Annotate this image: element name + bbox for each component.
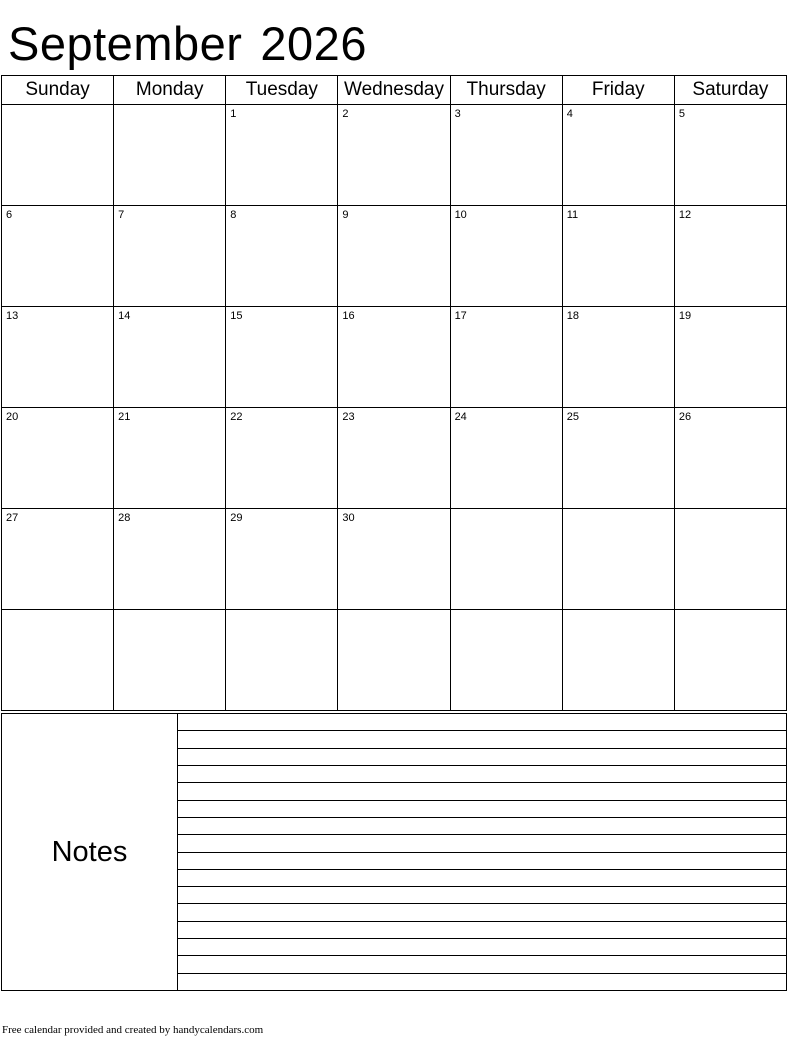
day-number xyxy=(563,509,674,513)
weekday-header-wednesday: Wednesday xyxy=(338,76,450,105)
day-number xyxy=(675,610,786,614)
page-title xyxy=(0,0,800,75)
note-line[interactable] xyxy=(178,783,786,800)
note-line[interactable] xyxy=(178,766,786,783)
notes-section xyxy=(1,713,787,991)
calendar-day-cell[interactable] xyxy=(450,105,562,206)
calendar-day-cell[interactable] xyxy=(562,307,674,408)
calendar-day-cell[interactable] xyxy=(114,206,226,307)
day-number: 8 xyxy=(230,209,237,221)
calendar-day-cell[interactable] xyxy=(562,408,674,509)
day-number xyxy=(226,610,337,614)
calendar-day-cell[interactable] xyxy=(226,509,338,610)
day-number: 30 xyxy=(342,512,355,524)
calendar-day-cell[interactable] xyxy=(450,307,562,408)
day-number: 21 xyxy=(118,411,131,423)
day-number xyxy=(2,105,113,109)
day-number xyxy=(114,105,225,109)
footer-credit: Free calendar provided and created by handycalendars.com xyxy=(2,1024,264,1036)
day-number: 26 xyxy=(678,411,692,423)
calendar-day-cell[interactable] xyxy=(674,206,786,307)
day-number xyxy=(114,610,225,614)
weekday-header-thursday: Thursday xyxy=(450,76,562,105)
note-line[interactable] xyxy=(178,887,786,904)
day-number: 7 xyxy=(118,209,125,221)
day-number: 23 xyxy=(342,411,355,423)
calendar-day-cell[interactable] xyxy=(2,408,114,509)
day-number: 28 xyxy=(118,512,131,524)
calendar-day-cell[interactable] xyxy=(114,610,226,711)
note-line[interactable] xyxy=(178,818,786,835)
calendar-month-label: September xyxy=(8,17,243,70)
calendar-day-cell[interactable] xyxy=(2,105,114,206)
weekday-header-tuesday: Tuesday xyxy=(226,76,338,105)
calendar-day-cell[interactable] xyxy=(114,509,226,610)
calendar-day-cell[interactable] xyxy=(226,105,338,206)
note-line[interactable] xyxy=(178,714,786,731)
calendar-day-cell[interactable] xyxy=(2,610,114,711)
notes-lines[interactable] xyxy=(178,714,786,990)
day-number: 6 xyxy=(6,209,13,221)
day-number xyxy=(451,509,562,513)
note-line[interactable] xyxy=(178,853,786,870)
day-number: 19 xyxy=(678,310,692,322)
day-number: 11 xyxy=(566,209,579,221)
day-number: 10 xyxy=(454,209,467,221)
calendar-day-cell[interactable] xyxy=(562,206,674,307)
calendar-day-cell[interactable] xyxy=(226,307,338,408)
note-line[interactable] xyxy=(178,974,786,990)
note-line[interactable] xyxy=(178,835,786,852)
day-number: 16 xyxy=(342,310,355,322)
day-number: 12 xyxy=(678,209,692,221)
calendar-day-cell[interactable] xyxy=(562,105,674,206)
calendar-day-cell[interactable] xyxy=(562,610,674,711)
day-number xyxy=(2,610,113,614)
weekday-header-sunday: Sunday xyxy=(2,76,114,105)
calendar-grid xyxy=(1,75,787,711)
note-line[interactable] xyxy=(178,731,786,748)
day-number: 5 xyxy=(678,108,685,120)
calendar-week-row xyxy=(2,509,787,610)
calendar-day-cell[interactable] xyxy=(338,206,450,307)
day-number: 1 xyxy=(230,108,237,120)
calendar-week-row xyxy=(2,206,787,307)
calendar-day-cell[interactable] xyxy=(674,307,786,408)
calendar-day-cell[interactable] xyxy=(338,509,450,610)
day-number: 9 xyxy=(342,209,349,221)
calendar-day-cell[interactable] xyxy=(226,206,338,307)
calendar-day-cell[interactable] xyxy=(114,105,226,206)
weekday-header-friday: Friday xyxy=(562,76,674,105)
note-line[interactable] xyxy=(178,749,786,766)
day-number: 2 xyxy=(342,108,349,120)
calendar-day-cell[interactable] xyxy=(114,307,226,408)
calendar-day-cell[interactable] xyxy=(338,307,450,408)
calendar-day-cell[interactable] xyxy=(562,509,674,610)
calendar-day-cell[interactable] xyxy=(674,610,786,711)
day-number: 3 xyxy=(454,108,461,120)
calendar-day-cell[interactable] xyxy=(226,408,338,509)
calendar-year-label: 2026 xyxy=(260,17,367,70)
note-line[interactable] xyxy=(178,956,786,973)
day-number xyxy=(451,610,562,614)
calendar-day-cell[interactable] xyxy=(338,408,450,509)
calendar-day-cell[interactable] xyxy=(2,206,114,307)
day-number: 4 xyxy=(566,108,573,120)
day-number xyxy=(563,610,674,614)
calendar-day-cell[interactable] xyxy=(674,509,786,610)
calendar-day-cell[interactable] xyxy=(2,509,114,610)
day-number: 24 xyxy=(454,411,467,423)
day-number: 14 xyxy=(118,310,131,322)
note-line[interactable] xyxy=(178,922,786,939)
calendar-week-row xyxy=(2,610,787,711)
notes-label: Notes xyxy=(2,714,178,990)
day-number: 15 xyxy=(230,310,243,322)
day-number: 18 xyxy=(566,310,579,322)
calendar-day-cell[interactable] xyxy=(674,105,786,206)
calendar-day-cell[interactable] xyxy=(674,408,786,509)
calendar-week-row xyxy=(2,307,787,408)
day-number: 29 xyxy=(230,512,243,524)
calendar-day-cell[interactable] xyxy=(338,610,450,711)
calendar-day-cell[interactable] xyxy=(450,610,562,711)
day-number: 17 xyxy=(454,310,467,322)
calendar-day-cell[interactable] xyxy=(226,610,338,711)
calendar-week-row xyxy=(2,408,787,509)
day-number: 22 xyxy=(230,411,243,423)
note-line[interactable] xyxy=(178,870,786,887)
calendar-week-row xyxy=(2,105,787,206)
day-number: 13 xyxy=(6,310,19,322)
weekday-header-saturday: Saturday xyxy=(674,76,786,105)
note-line[interactable] xyxy=(178,939,786,956)
day-number xyxy=(338,610,449,614)
weekday-header-row xyxy=(2,76,787,105)
day-number xyxy=(675,509,786,513)
day-number: 27 xyxy=(6,512,19,524)
day-number: 25 xyxy=(566,411,579,423)
day-number: 20 xyxy=(6,411,19,423)
calendar-day-cell[interactable] xyxy=(450,206,562,307)
weekday-header-monday: Monday xyxy=(114,76,226,105)
note-line[interactable] xyxy=(178,904,786,921)
calendar-day-cell[interactable] xyxy=(2,307,114,408)
calendar-day-cell[interactable] xyxy=(450,509,562,610)
calendar-day-cell[interactable] xyxy=(338,105,450,206)
note-line[interactable] xyxy=(178,801,786,818)
calendar-day-cell[interactable] xyxy=(114,408,226,509)
calendar-day-cell[interactable] xyxy=(450,408,562,509)
